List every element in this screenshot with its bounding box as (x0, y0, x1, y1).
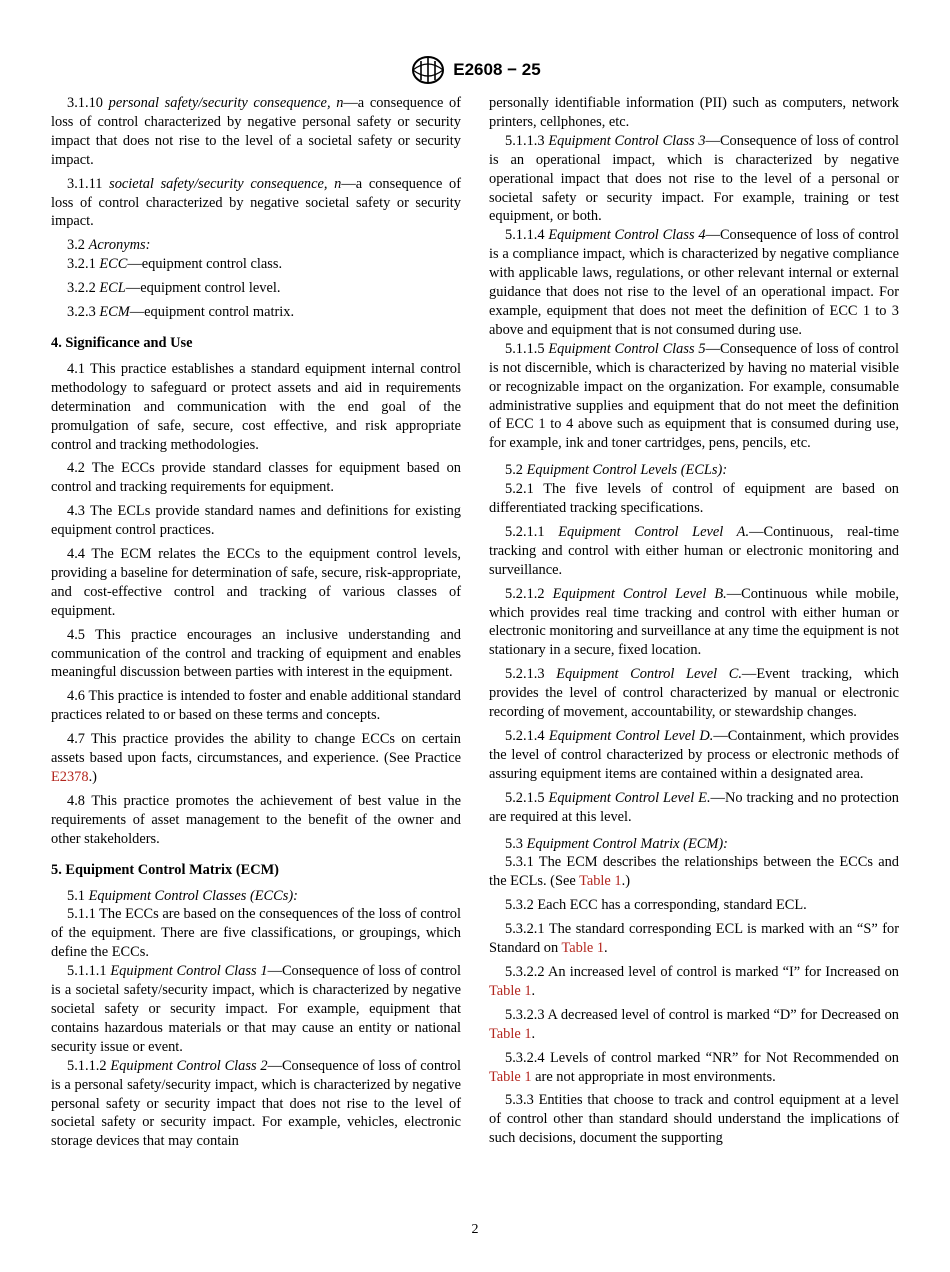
paragraph-4-3: 4.3 The ECLs provide standard names and definitions for existing equipment control practices. (51, 503, 461, 539)
astm-logo (409, 55, 447, 85)
paragraph-5-2-1-3: 5.2.1.3 Equipment Control Level C.—Event tracking, which provides the level of control characterized by manual or electronic recording of movement, accountability, or stewardship changes. (489, 666, 899, 721)
table-1-link[interactable]: Table 1 (489, 1025, 532, 1042)
paragraph-5-2: 5.2 Equipment Control Levels (ECLs): (505, 462, 728, 479)
paragraph-4-2: 4.2 The ECCs provide standard classes for equipment based on control and tracking requirements for equipment. (51, 460, 461, 496)
table-1-link[interactable]: Table 1 (561, 940, 605, 957)
section-heading-5: 5. Equipment Control Matrix (ECM) (51, 861, 279, 878)
paragraph-4-4: 4.4 The ECM relates the ECCs to the equipment control levels, providing a baseline for determination of safe, secure, risk-appropriate, and cost-effective control and tracking of various classes of equipment. (51, 546, 461, 619)
paragraph-5-3-2-1: 5.3.2.1 The standard corresponding ECL is marked with an “S” for Standard on Table 1. (489, 921, 899, 957)
paragraph-5-3-2: 5.3.2 Each ECC has a corresponding, standard ECL. (505, 897, 807, 914)
reference-link-e2378[interactable]: E2378 (51, 769, 89, 785)
table-1-link[interactable]: Table 1 (579, 873, 622, 890)
paragraph-4-5: 4.5 This practice encourages an inclusive understanding and communication of the control and tracking of equipment and enables meaningful discussion between parties with interest in the equipment. (51, 626, 461, 681)
document-id: E2608 − 25 (453, 60, 541, 79)
paragraph-5-1-1-2: 5.1.1.2 Equipment Control Class 2—Consequence of loss of control is a personal safety/security impact, which is characterized by negative personal safety or security impact that does not rise to the level of societal safety or security impact. For example, vehicles, electronic storage devices that may contain (51, 1057, 462, 1150)
paragraph-5-3-2-4: 5.3.2.4 Levels of control marked “NR” for Not Recommended on Table 1 are not appropriate in most environments. (489, 1049, 899, 1085)
paragraph-4-8: 4.8 This practice promotes the achievement of best value in the requirements of asset management to the benefit of the owner and other stakeholders. (51, 792, 461, 847)
paragraph-5-1: 5.1 Equipment Control Classes (ECCs): (67, 887, 298, 904)
paragraph-5-3-2-2: 5.3.2.2 An increased level of control is marked “I” for Increased on Table 1. (489, 963, 899, 999)
paragraph-4-6: 4.6 This practice is intended to foster and enable additional standard practices related to or based on these terms and concepts. (51, 688, 461, 724)
table-1-link[interactable]: Table 1 (489, 1068, 532, 1085)
paragraph-3-2-3: 3.2.3 ECM—equipment control matrix. (67, 304, 295, 321)
paragraph-3-1-11: 3.1.11 societal safety/security consequence, n—a consequence of loss of control characterized by negative societal safety or security impact. (51, 175, 461, 230)
paragraph-5-1-1-4: 5.1.1.4 Equipment Control Class 4—Consequence of loss of control is a compliance impact, which is characterized by negative compliance with applicable laws, regulations, or other relevant internal or external guidance that does not rise to the level of an operational impact. For example, equipment that does not meet the definition of ECC 1 to 3 above and equipment that is not consumed during use. (489, 227, 900, 338)
table-1-link[interactable]: Table 1 (489, 982, 532, 999)
left-column (51, 94, 461, 1151)
paragraph-5-2-1-4: 5.2.1.4 Equipment Control Level D.—Containment, which provides the level of control characterized by process or electronic methods of assuring equipment items are contained within a designated area. (489, 728, 899, 782)
paragraph-3-2: 3.2 Acronyms: (67, 237, 151, 254)
paragraph-5-3: 5.3 Equipment Control Matrix (ECM): (505, 835, 728, 852)
paragraph-5-1-1-5: 5.1.1.5 Equipment Control Class 5—Consequence of loss of control is not discernible, which is characterized by having no material visible or recognizable impact on the organization. For example, consumable administrative supplies and equipment that do not meet the definition of ECC 1 to 4 above such as equipment that is consumed during use, for example, ink and toner cartridges, pens, pencils, etc. (489, 340, 900, 452)
page-header (0, 54, 950, 86)
paragraph-3-2-2: 3.2.2 ECL—equipment control level. (67, 280, 281, 297)
section-heading-4: 4. Significance and Use (51, 334, 193, 351)
paragraph-5-3-1: 5.3.1 The ECM describes the relationships between the ECCs and the ECLs. (See Table 1.) (489, 854, 899, 890)
paragraph-5-1-1-3: 5.1.1.3 Equipment Control Class 3—Consequence of loss of control is an operational impact, which is characterized by negative operational impact that does not rise to the level of a personal or societal safety or security impact. For example, training or test equipment, or both. (489, 132, 900, 225)
paragraph-5-3-3: 5.3.3 Entities that choose to track and control equipment at a level of control other than standard should understand the implications of such decisions, document the supporting (489, 1092, 899, 1147)
paragraph-5-1-1-2-continued: personally identifiable information (PII) such as computers, network printers, cellphones, etc. (489, 95, 899, 130)
paragraph-5-2-1: 5.2.1 The five levels of control of equipment are based on differentiated tracking specifications. (489, 481, 899, 517)
paragraph-5-3-2-3: 5.3.2.3 A decreased level of control is marked “D” for Decreased on Table 1. (489, 1006, 899, 1042)
paragraph-3-1-10: 3.1.10 personal safety/security consequence, n—a consequence of loss of control characterized by negative personal safety or security impact that does not rise to the level of a societal safety or security impact. (51, 95, 461, 168)
paragraph-4-7: 4.7 This practice provides the ability to change ECCs on certain assets based upon facts, circumstances, and experience. (See Practice E2378.) (51, 731, 461, 785)
right-column (489, 94, 899, 1153)
paragraph-4-1: 4.1 This practice establishes a standard equipment internal control methodology to safeguard or protect assets and aid in requirements determination and communication with the end goal of the promulgation of safe, secure, cost effective, and risk appropriate control and tracking methodologies. (51, 360, 461, 453)
page-number: 2 (471, 1222, 479, 1237)
paragraph-5-2-1-1: 5.2.1.1 Equipment Control Level A.—Continuous, real-time tracking and control with either human or electronic monitoring and surveillance. (489, 523, 900, 578)
paragraph-5-2-1-2: 5.2.1.2 Equipment Control Level B.—Continuous while mobile, which provides real time tracking and control with either human or electronic monitoring and surveillance at any time the equipment is not stationary in a secure, fixed location. (489, 585, 900, 659)
paragraph-3-2-1: 3.2.1 ECC—equipment control class. (67, 256, 283, 273)
paragraph-5-2-1-5: 5.2.1.5 Equipment Control Level E.—No tracking and no protection are required at this level. (489, 789, 899, 825)
paragraph-5-1-1: 5.1.1 The ECCs are based on the consequences of the loss of control of the equipment. There are five classifications, or groupings, which define the ECCs. (51, 906, 461, 961)
paragraph-5-1-1-1: 5.1.1.1 Equipment Control Class 1—Consequence of loss of control is a societal safety/security impact, which is characterized by negative societal safety or security impact. For example, equipment that contains hazardous materials or that may cause an entity or national security issue or event. (51, 963, 462, 1055)
